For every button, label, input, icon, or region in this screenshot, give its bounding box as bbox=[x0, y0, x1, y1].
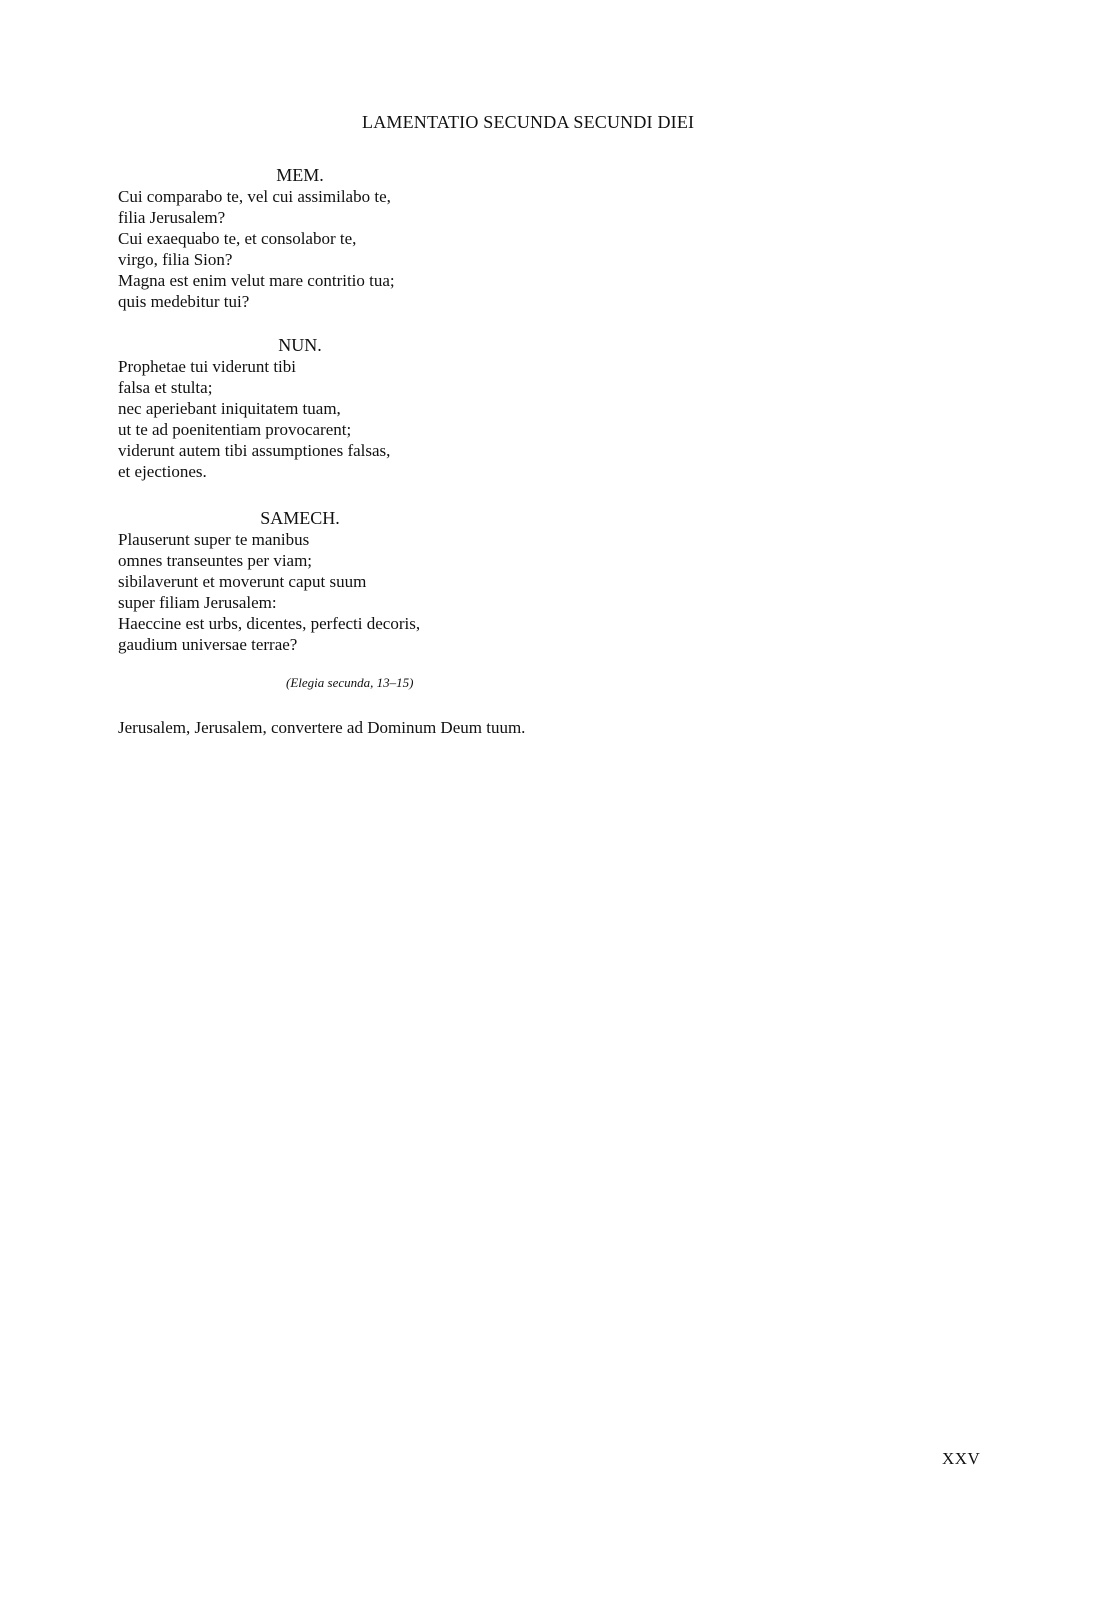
stanza-lines bbox=[118, 186, 395, 312]
verse-line: super filiam Jerusalem: bbox=[118, 593, 277, 612]
closing-line: Jerusalem, Jerusalem, convertere ad Dominum Deum tuum. bbox=[118, 718, 526, 737]
verse-line: sibilaverunt et moverunt caput suum bbox=[118, 572, 367, 591]
stanza-lines bbox=[118, 356, 390, 482]
verse-line: Magna est enim velut mare contritio tua; bbox=[118, 271, 395, 290]
verse-line: Cui exaequabo te, et consolabor te, bbox=[118, 229, 357, 248]
stanza-heading: MEM. bbox=[276, 165, 324, 185]
verse-line: et ejectiones. bbox=[118, 462, 207, 481]
verse-line: Cui comparabo te, vel cui assimilabo te, bbox=[118, 187, 391, 206]
verse-line: Prophetae tui viderunt tibi bbox=[118, 357, 296, 376]
verse-line: quis medebitur tui? bbox=[118, 292, 250, 311]
verse-line: nec aperiebant iniquitatem tuam, bbox=[118, 399, 341, 418]
verse-line: gaudium universae terrae? bbox=[118, 635, 298, 654]
verse-line: omnes transeuntes per viam; bbox=[118, 551, 313, 570]
stanza-heading: SAMECH. bbox=[260, 508, 340, 528]
verse-line: virgo, filia Sion? bbox=[118, 250, 233, 269]
stanza-heading: NUN. bbox=[278, 335, 322, 355]
verse-line: viderunt autem tibi assumptiones falsas, bbox=[118, 441, 391, 460]
verse-line: Haeccine est urbs, dicentes, perfecti decoris, bbox=[118, 614, 421, 633]
stanza-lines bbox=[118, 529, 420, 655]
verse-line: Plauserunt super te manibus bbox=[118, 530, 310, 549]
page-title: LAMENTATIO SECUNDA SECUNDI DIEI bbox=[362, 112, 695, 132]
verse-line: filia Jerusalem? bbox=[118, 208, 226, 227]
page-number: XXV bbox=[942, 1449, 981, 1468]
verse-line: ut te ad poenitentiam provocarent; bbox=[118, 420, 352, 439]
citation: (Elegia secunda, 13–15) bbox=[286, 675, 414, 690]
verse-line: falsa et stulta; bbox=[118, 378, 213, 397]
